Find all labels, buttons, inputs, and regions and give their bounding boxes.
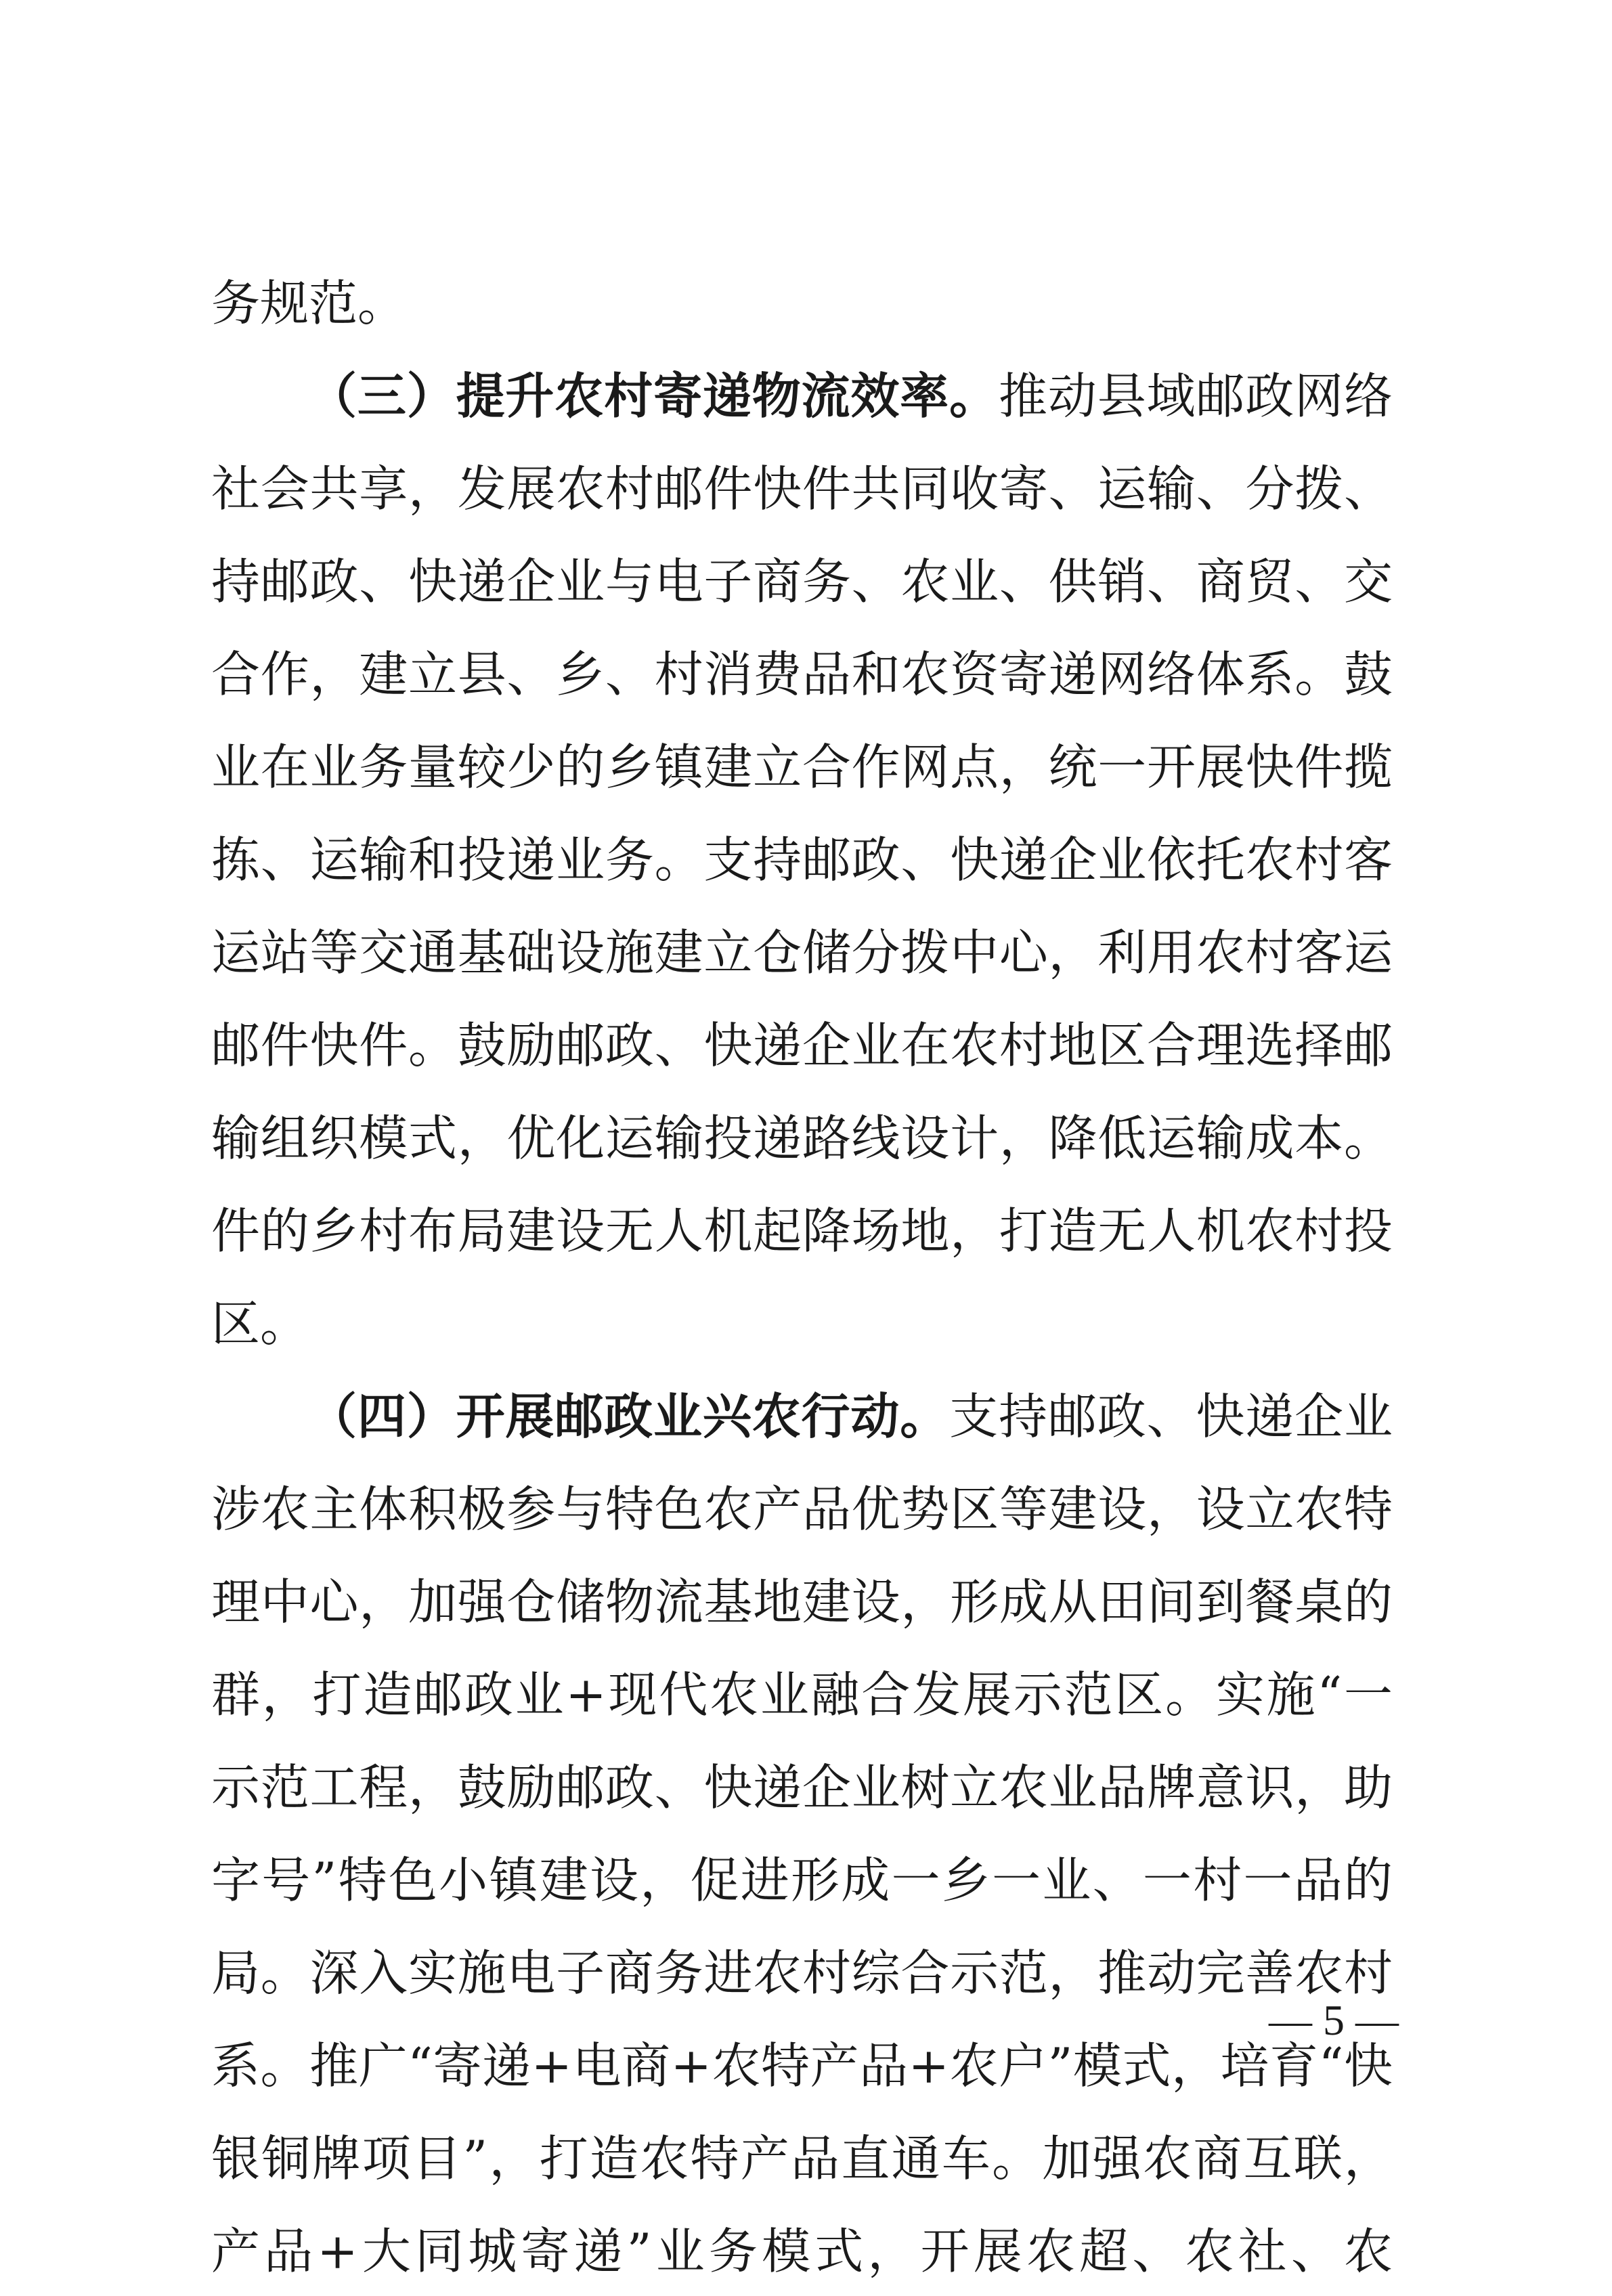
line-text: 银铜牌项目”，打造农特产品直通车。加强农商互联， [211,2130,1393,2187]
section-heading: （三）提升农村寄递物流效率。 [308,367,999,425]
line-text: 示范工程，鼓励邮政、快递企业树立农业品牌意识，助 [211,1759,1393,1816]
line-text: 理中心，加强仓储物流基地建设，形成从田间到餐桌的 [211,1574,1393,1630]
text-line [0,1836,1612,1925]
line-text: 拣、运输和投递业务。支持邮政、快递企业依托农村客 [211,831,1393,888]
text-line [0,630,1612,719]
line-text: 业在业务量较少的乡镇建立合作网点，统一开展快件揽 [211,739,1393,796]
text-line [0,2114,1612,2203]
line-text: 产品+大同城寄递”业务模式，开展农超、农社、农 [211,2223,1393,2280]
page-number: — 5 — [1269,1996,1399,2044]
text-line [0,908,1612,997]
line-text: 系。推广“寄递+电商+农特产品+农户”模式，培育“快 [211,2037,1393,2094]
line-text [308,1372,1393,1461]
line-text: 群，打造邮政业+现代农业融合发展示范区。实施“一 [211,1666,1393,1723]
line-text: 局。深入实施电子商务进农村综合示范，推动完善农村 [211,1945,1393,2001]
text-line [0,1279,1612,1368]
section-heading-line [0,351,1612,441]
line-text: 邮件快件。鼓励邮政、快递企业在农村地区合理选择邮 [211,1017,1393,1074]
line-text-continuation: 支持邮政、快递企业 [949,1388,1393,1445]
text-line [0,1465,1612,1554]
line-text: 务规范。 [211,275,407,332]
text-line [0,722,1612,812]
text-line [0,537,1612,626]
line-text: 件的乡村布局建设无人机起降场地，打造无人机农村投 [211,1203,1393,1259]
line-text: 合作，建立县、乡、村消费品和农资寄递网络体系。鼓 [211,646,1393,703]
line-text: 区。 [211,1295,309,1352]
line-text: 持邮政、快递企业与电子商务、农业、供销、商贸、交 [211,553,1393,610]
line-text: 社会共享，发展农村邮件快件共同收寄、运输、分拨、 [211,460,1393,517]
text-line [0,1093,1612,1183]
text-line [0,1557,1612,1647]
text-line [0,1001,1612,1090]
line-text: 运站等交通基础设施建立仓储分拨中心，利用农村客运 [211,924,1393,981]
text-line [0,1650,1612,1739]
line-text: 涉农主体积极参与特色农产品优势区等建设，设立农特 [211,1481,1393,1538]
text-line [0,444,1612,534]
line-text: 字号”特色小镇建设，促进形成一乡一业、一村一品的 [211,1852,1393,1909]
line-text-continuation: 推动县域邮政网络 [998,368,1393,425]
text-line [0,2207,1612,2296]
text-line [0,1186,1612,1276]
section-heading: （四）开展邮政业兴农行动。 [308,1387,950,1445]
text-line [0,815,1612,905]
line-text [308,351,1393,441]
text-line [0,1743,1612,1832]
section-heading-line [0,1372,1612,1461]
line-text: 输组织模式，优化运输投递路线设计，降低运输成本。 [211,1110,1393,1167]
text-line [0,259,1612,348]
